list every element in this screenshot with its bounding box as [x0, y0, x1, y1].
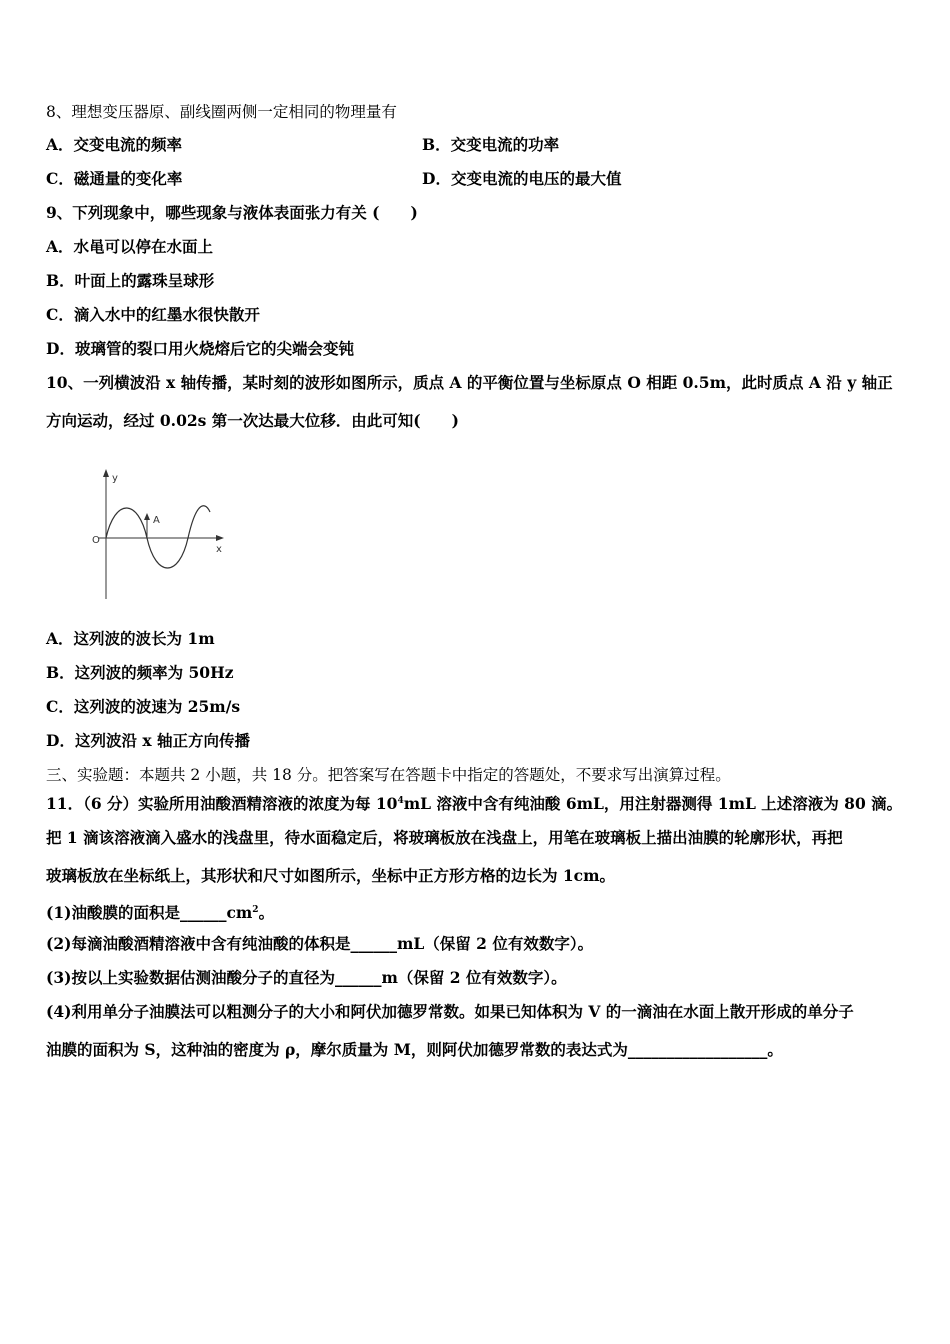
q8-option-b: B．交变电流的功率	[422, 135, 560, 154]
q8-option-a: A．交变电流的频率	[46, 135, 183, 154]
q9-stem: 9、下列现象中，哪些现象与液体表面张力有关 ( )	[46, 203, 418, 222]
y-axis-arrow	[103, 469, 109, 477]
q8-option-d: D．交变电流的电压的最大值	[422, 169, 622, 188]
q11-part-2: (2)每滴油酸酒精溶液中含有纯油酸的体积是______mL（保留 2 位有效数字）。	[46, 934, 594, 953]
q11-part-3: (3)按以上实验数据估测油酸分子的直径为______m（保留 2 位有效数字）。	[46, 968, 567, 987]
q10-stem-line-2: 方向运动，经过 0.02s 第一次达最大位移．由此可知( )	[46, 411, 459, 430]
q11-stem-part-a: 11．（6 分）实验所用油酸酒精溶液的浓度为每 10	[46, 794, 398, 814]
y-label: y	[112, 473, 118, 484]
q10-stem-line-1: 10、一列横波沿 x 轴传播，某时刻的波形如图所示，质点 A 的平衡位置与坐标原点 O 相距 0.5m，此时质点 A 沿 y 轴正	[46, 373, 893, 392]
q11-part-1	[46, 900, 274, 923]
q11-part-1-text: (1)油酸膜的面积是______cm	[46, 903, 253, 923]
section-3-title: 三、实验题：本题共 2 小题，共 18 分。把答案写在答题卡中指定的答题处，不要求写出演算过程。	[46, 766, 731, 784]
q10-option-b: B．这列波的频率为 50Hz	[46, 663, 234, 682]
origin-label: O	[92, 535, 100, 546]
q11-stem-exponent: 4	[397, 796, 404, 806]
q8-option-c: C．磁通量的变化率	[46, 169, 183, 188]
q10-option-c: C．这列波的波速为 25m/s	[46, 697, 241, 716]
q11-stem-line-2: 把 1 滴该溶液滴入盛水的浅盘里，待水面稳定后，将玻璃板放在浅盘上，用笔在玻璃板上描出油膜的轮廓形状，再把	[46, 828, 843, 847]
point-a-arrow	[144, 513, 150, 520]
q11-stem-line-3: 玻璃板放在坐标纸上，其形状和尺寸如图所示，坐标中正方形方格的边长为 1cm。	[46, 866, 616, 885]
point-a-label: A	[153, 515, 160, 526]
x-label: x	[216, 544, 222, 555]
q11-part-4-line-1: (4)利用单分子油膜法可以粗测分子的大小和阿伏加德罗常数。如果已知体积为 V 的一滴油在水面上散开形成的单分子	[46, 1002, 854, 1021]
q11-part-1-end: 。	[258, 903, 275, 923]
x-axis-arrow	[216, 535, 224, 541]
q11-part-4-line-2: 油膜的面积为 S，这种油的密度为 ρ，摩尔质量为 M，则阿伏加德罗常数的表达式为__________________。	[46, 1040, 783, 1059]
q8-option-row-2	[46, 169, 622, 189]
q8-option-row-1	[46, 135, 560, 155]
wave-figure	[80, 465, 230, 605]
q11-stem-line-1	[46, 791, 902, 814]
wave-graph	[80, 465, 230, 605]
q9-option-c: C．滴入水中的红墨水很快散开	[46, 305, 260, 324]
q11-part-1-exponent: 2	[252, 905, 259, 915]
q9-option-b: B．叶面上的露珠呈球形	[46, 271, 215, 290]
q10-option-d: D．这列波沿 x 轴正方向传播	[46, 731, 250, 750]
q8-stem: 8、理想变压器原、副线圈两侧一定相同的物理量有	[46, 103, 397, 121]
q10-option-a: A．这列波的波长为 1m	[46, 629, 215, 648]
q9-option-d: D．玻璃管的裂口用火烧熔后它的尖端会变钝	[46, 339, 354, 358]
q11-stem-part-b: mL 溶液中含有纯油酸 6mL，用注射器测得 1mL 上述溶液为 80 滴。	[403, 794, 903, 814]
q9-option-a: A．水黾可以停在水面上	[46, 237, 214, 256]
